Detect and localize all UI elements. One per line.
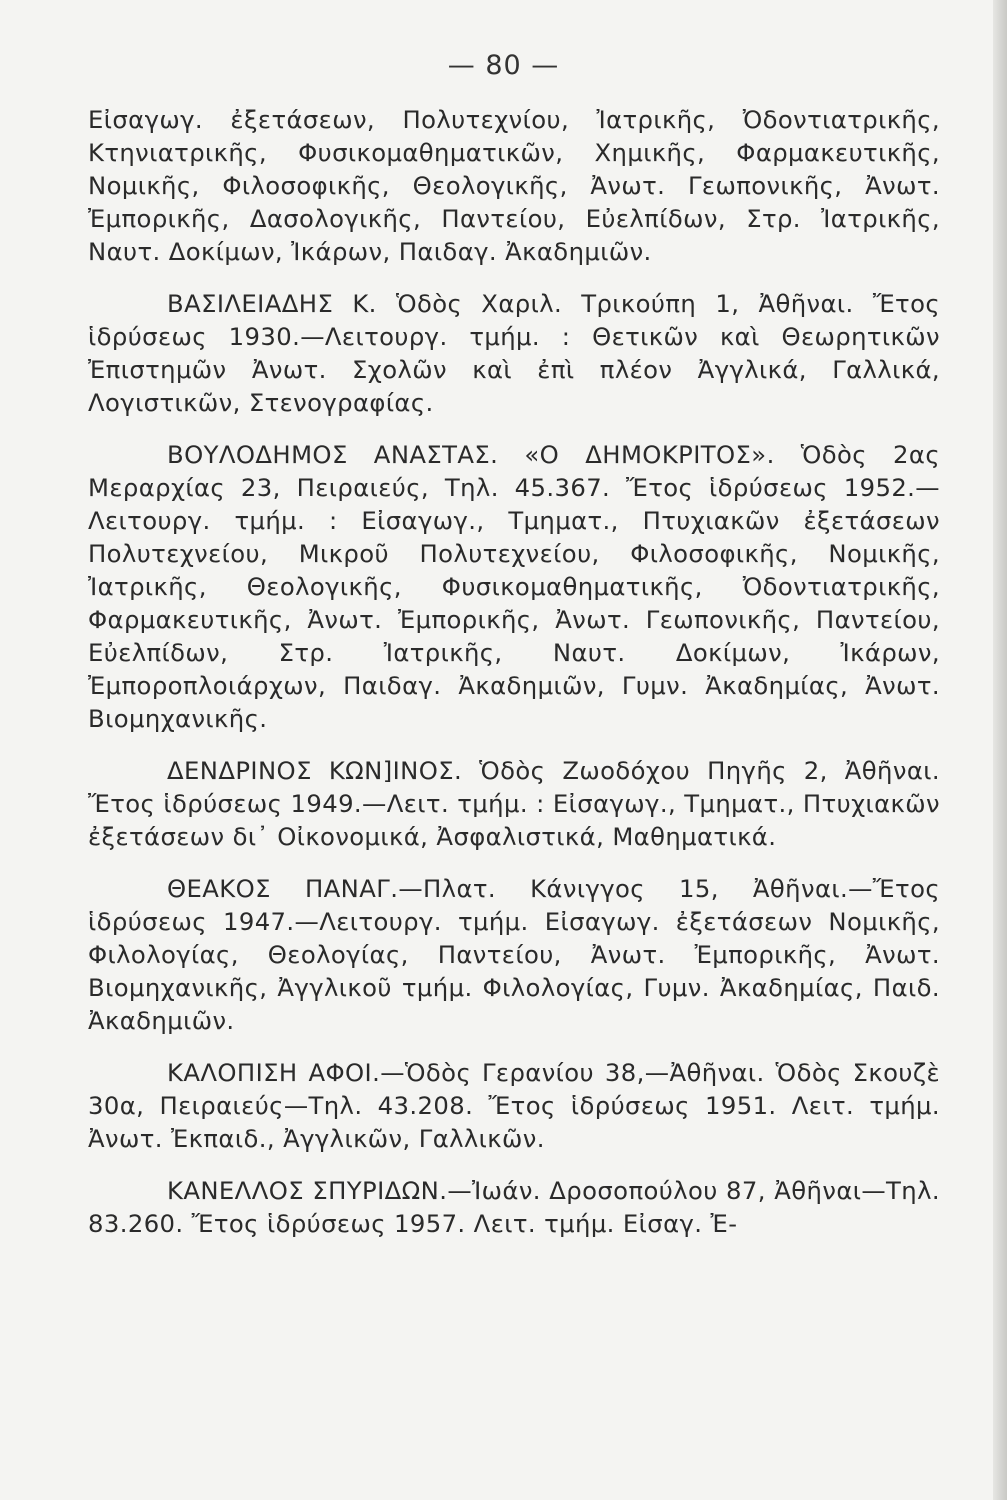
- entry-dendrinos: ΔΕΝΔΡΙΝΟΣ ΚΩΝ]ΙΝΟΣ. Ὁδὸς Ζωοδόχου Πηγῆς 2, Ἀθῆναι. Ἔτος ἱδρύσεως 1949.—Λειτ. τμήμ. : Εἰσαγωγ., Τμηματ., Πτυχιακῶν ἐξετάσεων δι᾽ Οἰκονομικά, Ἀσφαλιστικά, Μαθηματικά.: [88, 756, 940, 851]
- page-body: [88, 103, 940, 1259]
- page-number: — 80 —: [447, 50, 560, 81]
- entry-kanellos: ΚΑΝΕΛΛΟΣ ΣΠΥΡΙΔΩΝ.—Ἰωάν. Δροσοπούλου 87, Ἀθῆναι—Τηλ. 83.260. Ἔτος ἱδρύσεως 1957. Λειτ. τμήμ. Εἰσαγ. Ἐ-: [88, 1176, 940, 1238]
- entry-theakos: ΘΕΑΚΟΣ ΠΑΝΑΓ.—Πλατ. Κάνιγγος 15, Ἀθῆναι.—Ἔτος ἱδρύσεως 1947.—Λειτουργ. τμήμ. Εἰσαγωγ. ἐξετάσεων Νομικῆς, Φιλολογίας, Θεολογίας, Παντείου, Ἀνωτ. Ἐμπορικῆς, Ἀνωτ. Βιομηχανικῆς, Ἀγγλικοῦ τμήμ. Φιλολογίας, Γυμν. Ἀκαδημίας, Παιδ. Ἀκαδημιῶν.: [88, 874, 940, 1035]
- entry-kalopisi: ΚΑΛΟΠΙΣΗ ΑΦΟΙ.—Ὁδὸς Γερανίου 38,—Ἀθῆναι. Ὁδὸς Σκουζὲ 30α, Πειραιεύς—Τηλ. 43.208. Ἔτος ἱδρύσεως 1951. Λειτ. τμήμ. Ἀνωτ. Ἐκπαιδ., Ἀγγλικῶν, Γαλλικῶν.: [88, 1058, 940, 1153]
- entry-voulodimos: ΒΟΥΛΟΔΗΜΟΣ ΑΝΑΣΤΑΣ. «Ο ΔΗΜΟΚΡΙΤΟΣ». Ὁδὸς 2ας Μεραρχίας 23, Πειραιεύς, Τηλ. 45.367. Ἔτος ἱδρύσεως 1952.—Λειτουργ. τμήμ. : Εἰσαγωγ., Τμηματ., Πτυχιακῶν ἐξετάσεων Πολυτεχνείου, Μικροῦ Πολυτεχνείου, Φιλοσοφικῆς, Νομικῆς, Ἰατρικῆς, Θεολογικῆς, Φυσικομαθηματικῆς, Ὀδοντιατρικῆς, Φαρμακευτικῆς, Ἀνωτ. Ἐμπορικῆς, Ἀνωτ. Γεωπονικῆς, Παντείου, Εὐελπίδων, Στρ. Ἰατρικῆς, Ναυτ. Δοκίμων, Ἰκάρων, Ἐμποροπλοιάρχων, Παιδαγ. Ἀκαδημιῶν, Γυμν. Ἀκαδημίας, Ἀνωτ. Βιομηχανικῆς.: [88, 440, 940, 733]
- entry-vasileiadis: ΒΑΣΙΛΕΙΑΔΗΣ Κ. Ὁδὸς Χαριλ. Τρικούπη 1, Ἀθῆναι. Ἔτος ἱδρύσεως 1930.—Λειτουργ. τμήμ. : Θετικῶν καὶ Θεωρητικῶν Ἐπιστημῶν Ἀνωτ. Σχολῶν καὶ ἐπὶ πλέον Ἀγγλικά, Γαλλικά, Λογιστικῶν, Στενογραφίας.: [88, 289, 940, 417]
- entry-continuation: Εἰσαγωγ. ἐξετάσεων, Πολυτεχνίου, Ἰατρικῆς, Ὀδοντιατρικῆς, Κτηνιατρικῆς, Φυσικομαθηματικῶν, Χημικῆς, Φαρμακευτικῆς, Νομικῆς, Φιλοσοφικῆς, Θεολογικῆς, Ἀνωτ. Γεωπονικῆς, Ἀνωτ. Ἐμπορικῆς, Δασολογικῆς, Παντείου, Εὐελπίδων, Στρ. Ἰατρικῆς, Ναυτ. Δοκίμων, Ἰκάρων, Παιδαγ. Ἀκαδημιῶν.: [88, 105, 940, 266]
- page-edge: [993, 0, 1007, 1500]
